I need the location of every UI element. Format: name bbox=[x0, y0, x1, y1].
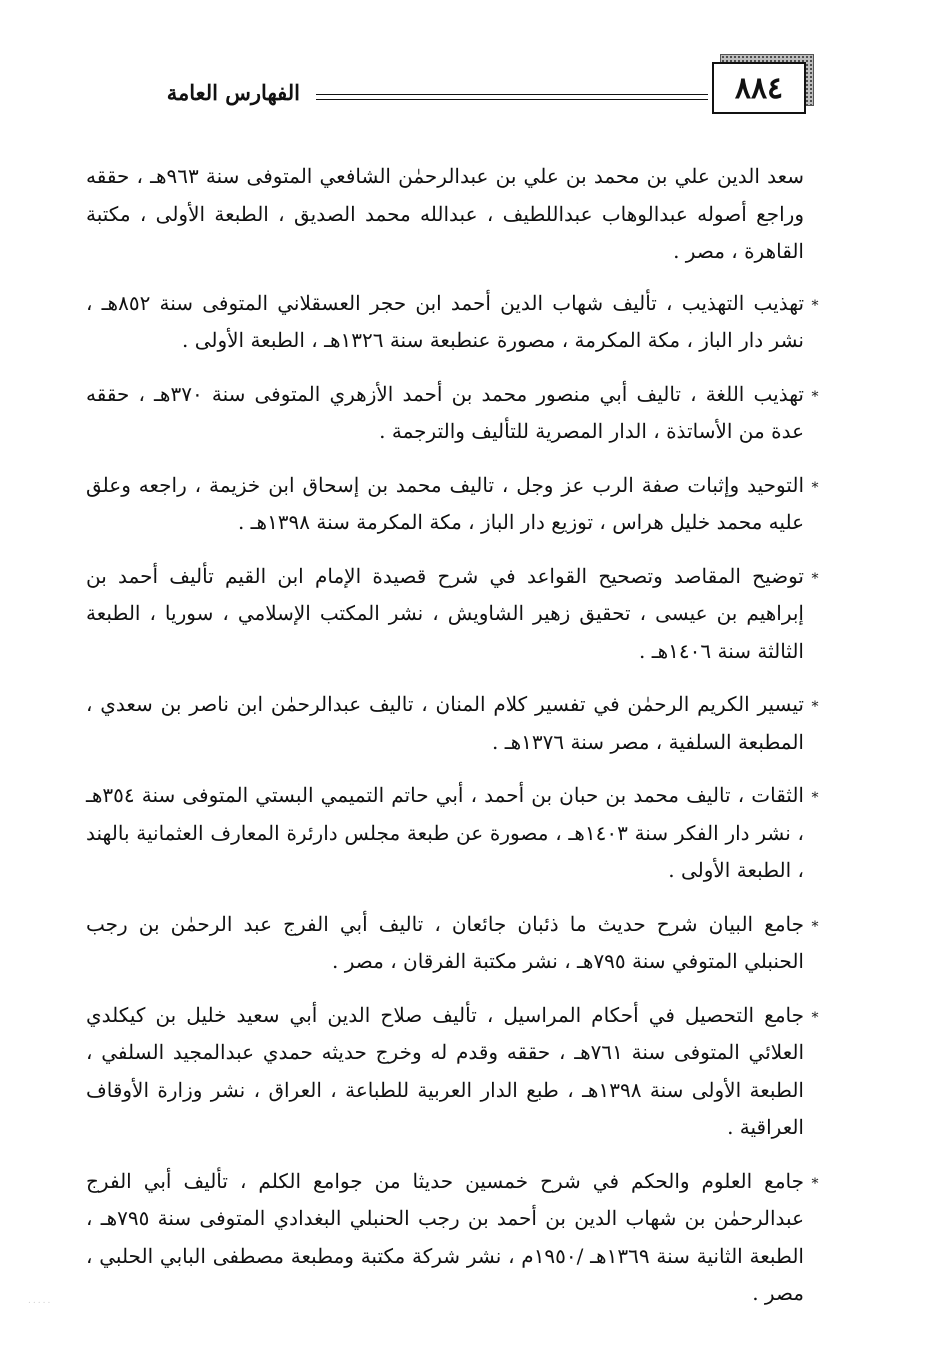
bibliography-entry-continued bbox=[86, 158, 822, 271]
header-rule-top bbox=[316, 94, 708, 95]
entry-text: تيسير الكريم الرحمٰن في تفسير كلام المنان ، تاليف عبدالرحمٰن ابن ناصر بن سعدي ، المطبعة السلفية ، مصر سنة ١٣٧٦هـ . bbox=[86, 692, 804, 754]
bibliography-entry bbox=[86, 558, 822, 671]
entry-text: سعد الدين علي بن محمد بن علي بن عبدالرحمٰن الشافعي المتوفى سنة ٩٦٣هـ ، حققه وراجع أصوله عبدالوهاب عبداللطيف ، عبدالله محمد الصديق ، الطبعة الأولى ، مكتبة القاهرة ، مصر . bbox=[86, 164, 805, 263]
header-rule-bottom bbox=[316, 99, 708, 100]
asterisk-bullet-icon: * bbox=[811, 1009, 819, 1026]
asterisk-bullet-icon: * bbox=[811, 918, 819, 935]
bibliography-entry bbox=[86, 777, 822, 890]
bibliography-entry bbox=[86, 997, 822, 1147]
bibliography-entry bbox=[86, 1163, 822, 1313]
entry-text: جامع البيان شرح حديث ما ذئبان جائعان ، تاليف أبي الفرج عبد الرحمٰن بن رجب الحنبلي المتوفي سنة ٧٩٥هـ ، نشر مكتبة الفرقان ، مصر . bbox=[86, 911, 804, 973]
bibliography-entry bbox=[86, 686, 822, 761]
bibliography-list bbox=[86, 158, 822, 1329]
entry-text: تهذيب التهذيب ، تأليف شهاب الدين أحمد ابن حجر العسقلاني المتوفى سنة ٨٥٢هـ ، نشر دار الباز ، مكة المكرمة ، مصورة عنطبعة سنة ١٣٢٦هـ ، الطبعة الأولى . bbox=[86, 290, 805, 352]
bibliography-entry bbox=[86, 285, 822, 360]
bibliography-entry bbox=[86, 376, 822, 451]
asterisk-bullet-icon: * bbox=[811, 790, 819, 806]
asterisk-bullet-icon: * bbox=[811, 479, 819, 496]
entry-text: جامع التحصيل في أحكام المراسيل ، تأليف صلاح الدين أبي سعيد خليل بن كيكلدي العلائي المتوفى سنة ٧٦١هـ ، حققه وقدم له وخرج حديثه حمدي عبدالمجيد السلفي ، الطبعة الأولى سنة ١٣٩٨هـ ، طبع الدار العربية للطباعة ، العراق ، نشر وزارة الأوقاف العراقية . bbox=[86, 1002, 804, 1139]
asterisk-bullet-icon: * bbox=[811, 388, 819, 405]
entry-text: توضيح المقاصد وتصحيح القواعد في شرح قصيدة الإمام ابن القيم تأليف أحمد بن إبراهيم بن عيسى ، تحقيق زهير الشاويش ، نشر المكتب الإسلامي ، سوريا ، الطبعة الثالثة سنة ١٤٠٦هـ . bbox=[86, 563, 804, 663]
margin-scan-mark: ..... bbox=[28, 1296, 53, 1306]
asterisk-bullet-icon: * bbox=[811, 570, 819, 587]
running-title: الفهارس العامة bbox=[166, 80, 300, 105]
bibliography-entry bbox=[86, 467, 822, 542]
entry-text: تهذيب اللغة ، تاليف أبي منصور محمد بن أحمد الأزهري المتوفى سنة ٣٧٠هـ ، حققه عدة من الأساتذة ، الدار المصرية للتأليف والترجمة . bbox=[86, 381, 804, 443]
entry-text: التوحيد وإثبات صفة الرب عز وجل ، تاليف محمد بن إسحاق ابن خزيمة ، راجعه وعلق عليه محمد خليل هراس ، توزيع دار الباز ، مكة المكرمة سنة ١٣٩٨هـ . bbox=[86, 472, 804, 534]
asterisk-bullet-icon: * bbox=[811, 1175, 819, 1192]
entry-text: جامع العلوم والحكم في شرح خمسين حديثا من جوامع الكلم ، تأليف أبي الفرج عبدالرحمٰن بن شهاب الدين بن أحمد بن رجب الحنبلي البغدادي المتوفى سنة ٧٩٥هـ ، الطبعة الثانية سنة ١٣٦٩هـ /١٩٥٠م ، نشر شركة مكتبة ومطبعة مصطفى البابي الحلبي ، مصر . bbox=[86, 1168, 805, 1305]
page-header bbox=[0, 0, 952, 140]
asterisk-bullet-icon: * bbox=[811, 297, 819, 314]
entry-text: الثقات ، تاليف محمد بن حبان بن أحمد ، أبي حاتم التميمي البستي المتوفى سنة ٣٥٤هـ ، نشر دار الفكر سنة ١٤٠٣هـ ، مصورة عن طبعة مجلس دارئرة المعارف العثمانية بالهند ، الطبعة الأولى . bbox=[86, 783, 805, 882]
page-number: ٨٨٤ bbox=[712, 62, 806, 114]
bibliography-entry bbox=[86, 906, 822, 981]
asterisk-bullet-icon: * bbox=[811, 699, 819, 715]
